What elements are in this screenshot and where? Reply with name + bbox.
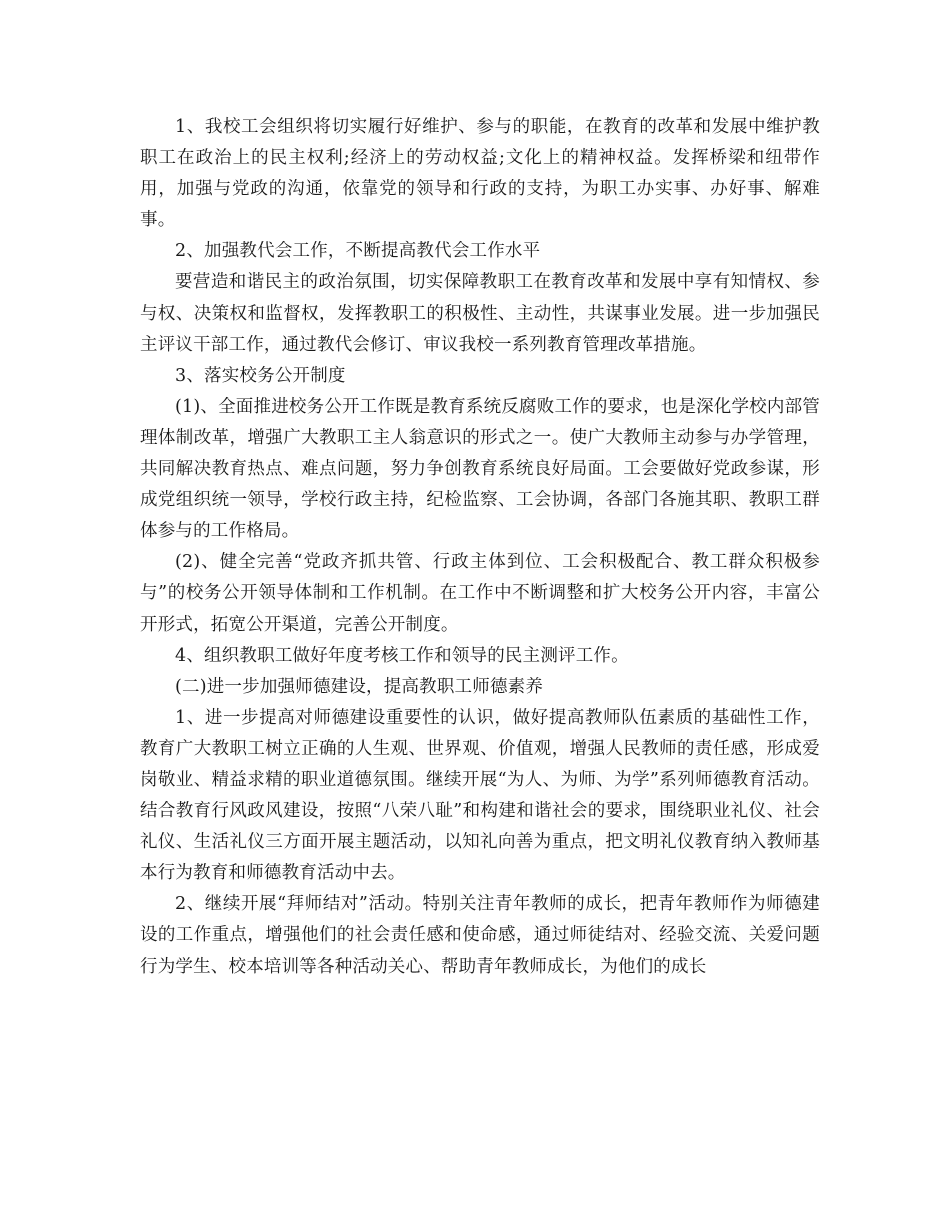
paragraph-5: (1)、全面推进校务公开工作既是教育系统反腐败工作的要求，也是深化学校内部管理体制改革，增强广大教职工主人翁意识的形式之一。使广大教师主动参与办学管理，共同解决教育热点、难点问题，努力争创教育系统良好局面。工会要做好党政参谋，形成党组织统一领导，学校行政主持，纪检监察、工会协调，各部门各施其职、教职工群体参与的工作格局。	[140, 396, 820, 542]
paragraph-2: 2、加强教代会工作，不断提高教代会工作水平	[175, 241, 541, 262]
paragraph-1: 1、我校工会组织将切实履行好维护、参与的职能，在教育的改革和发展中维护教职工在政治上的民主权利;经济上的劳动权益;文化上的精神权益。发挥桥梁和纽带作用，加强与党政的沟通，依靠党的领导和行政的支持，为职工办实事、办好事、解难事。	[140, 117, 820, 231]
paragraph-3: 要营造和谐民主的政治氛围，切实保障教职工在教育改革和发展中享有知情权、参与权、决策权和监督权，发挥教职工的积极性、主动性，共谋事业发展。进一步加强民主评议干部工作，通过教代会修订、审议我校一系列教育管理改革措施。	[140, 272, 820, 355]
paragraph-4: 3、落实校务公开制度	[175, 365, 346, 386]
paragraph-10: 2、继续开展“拜师结对”活动。特别关注青年教师的成长，把青年教师作为师德建设的工作重点，增强他们的社会责任感和使命感，通过师徒结对、经验交流、关爱问题行为学生、校本培训等各种活动关心、帮助青年教师成长，为他们的成长	[140, 894, 820, 977]
paragraph-7: 4、组织教职工做好年度考核工作和领导的民主测评工作。	[175, 645, 629, 666]
paragraph-8: (二)进一步加强师德建设，提高教职工师德素养	[175, 676, 544, 697]
paragraph-9: 1、进一步提高对师德建设重要性的认识，做好提高教师队伍素质的基础性工作，教育广大教职工树立正确的人生观、世界观、价值观，增强人民教师的责任感，形成爱岗敬业、精益求精的职业道德氛围。继续开展“为人、为师、为学”系列师德教育活动。结合教育行风政风建设，按照“八荣八耻”和构建和谐社会的要求，围绕职业礼仪、社会礼仪、生活礼仪三方面开展主题活动，以知礼向善为重点，把文明礼仪教育纳入教师基本行为教育和师德教育活动中去。	[140, 707, 820, 884]
paragraph-6: (2)、健全完善“党政齐抓共管、行政主体到位、工会积极配合、教工群众积极参与”的校务公开领导体制和工作机制。在工作中不断调整和扩大校务公开内容，丰富公开形式，拓宽公开渠道，完善公开制度。	[140, 552, 820, 635]
document-body	[140, 112, 820, 983]
